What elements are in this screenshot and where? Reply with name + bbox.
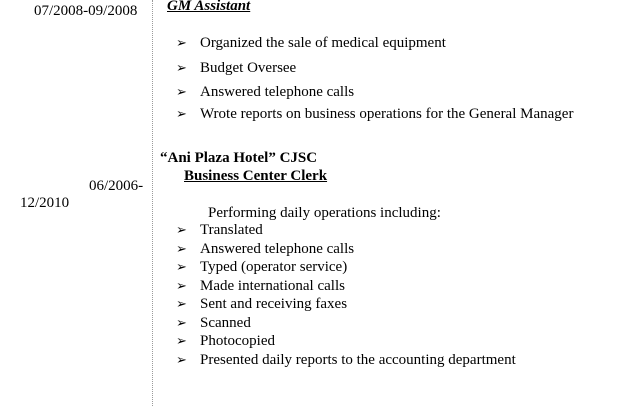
- arrow-bullet-icon: ➢: [176, 85, 187, 100]
- timeline-divider: [152, 0, 153, 406]
- job2-company: “Ani Plaza Hotel” CJSC: [160, 150, 318, 166]
- arrow-bullet-icon: ➢: [176, 297, 187, 312]
- list-item: ➢ Sent and receiving faxes: [176, 296, 348, 312]
- job2-dates-start: 06/2006-: [89, 178, 144, 194]
- job1-dates: 07/2008-09/2008: [34, 3, 138, 19]
- list-item: ➢ Budget Oversee: [176, 60, 297, 76]
- job1-title: GM Assistant: [167, 0, 251, 14]
- list-item: ➢ Wrote reports on business operations for the General Manager: [176, 106, 574, 122]
- job2-duty-list: [176, 222, 516, 369]
- arrow-bullet-icon: ➢: [176, 352, 187, 368]
- arrow-bullet-icon: ➢: [176, 61, 187, 76]
- list-item: ➢ Made international calls: [176, 277, 345, 294]
- arrow-bullet-icon: ➢: [176, 278, 187, 294]
- arrow-bullet-icon: ➢: [176, 260, 187, 275]
- list-item: ➢ Organized the sale of medical equipment: [176, 35, 446, 51]
- job2-title: Business Center Clerk: [184, 168, 328, 184]
- arrow-bullet-icon: ➢: [176, 315, 187, 331]
- arrow-bullet-icon: ➢: [176, 223, 187, 238]
- arrow-bullet-icon: ➢: [176, 241, 187, 257]
- arrow-bullet-icon: ➢: [176, 36, 187, 51]
- list-item: ➢ Answered telephone calls: [176, 240, 355, 257]
- list-item: ➢ Photocopied: [176, 333, 275, 349]
- list-item: ➢ Scanned: [176, 314, 251, 331]
- list-item: ➢ Answered telephone calls: [176, 84, 355, 100]
- list-item: ➢ Typed (operator service): [176, 259, 348, 275]
- job2-dates-end: 12/2010: [20, 195, 70, 211]
- arrow-bullet-icon: ➢: [176, 334, 187, 349]
- job2-intro: Performing daily operations including:: [208, 205, 441, 221]
- arrow-bullet-icon: ➢: [176, 107, 187, 122]
- list-item: ➢ Translated: [176, 222, 263, 238]
- job1-duty-list: [176, 35, 573, 123]
- list-item: ➢ Presented daily reports to the accounting department: [176, 351, 516, 368]
